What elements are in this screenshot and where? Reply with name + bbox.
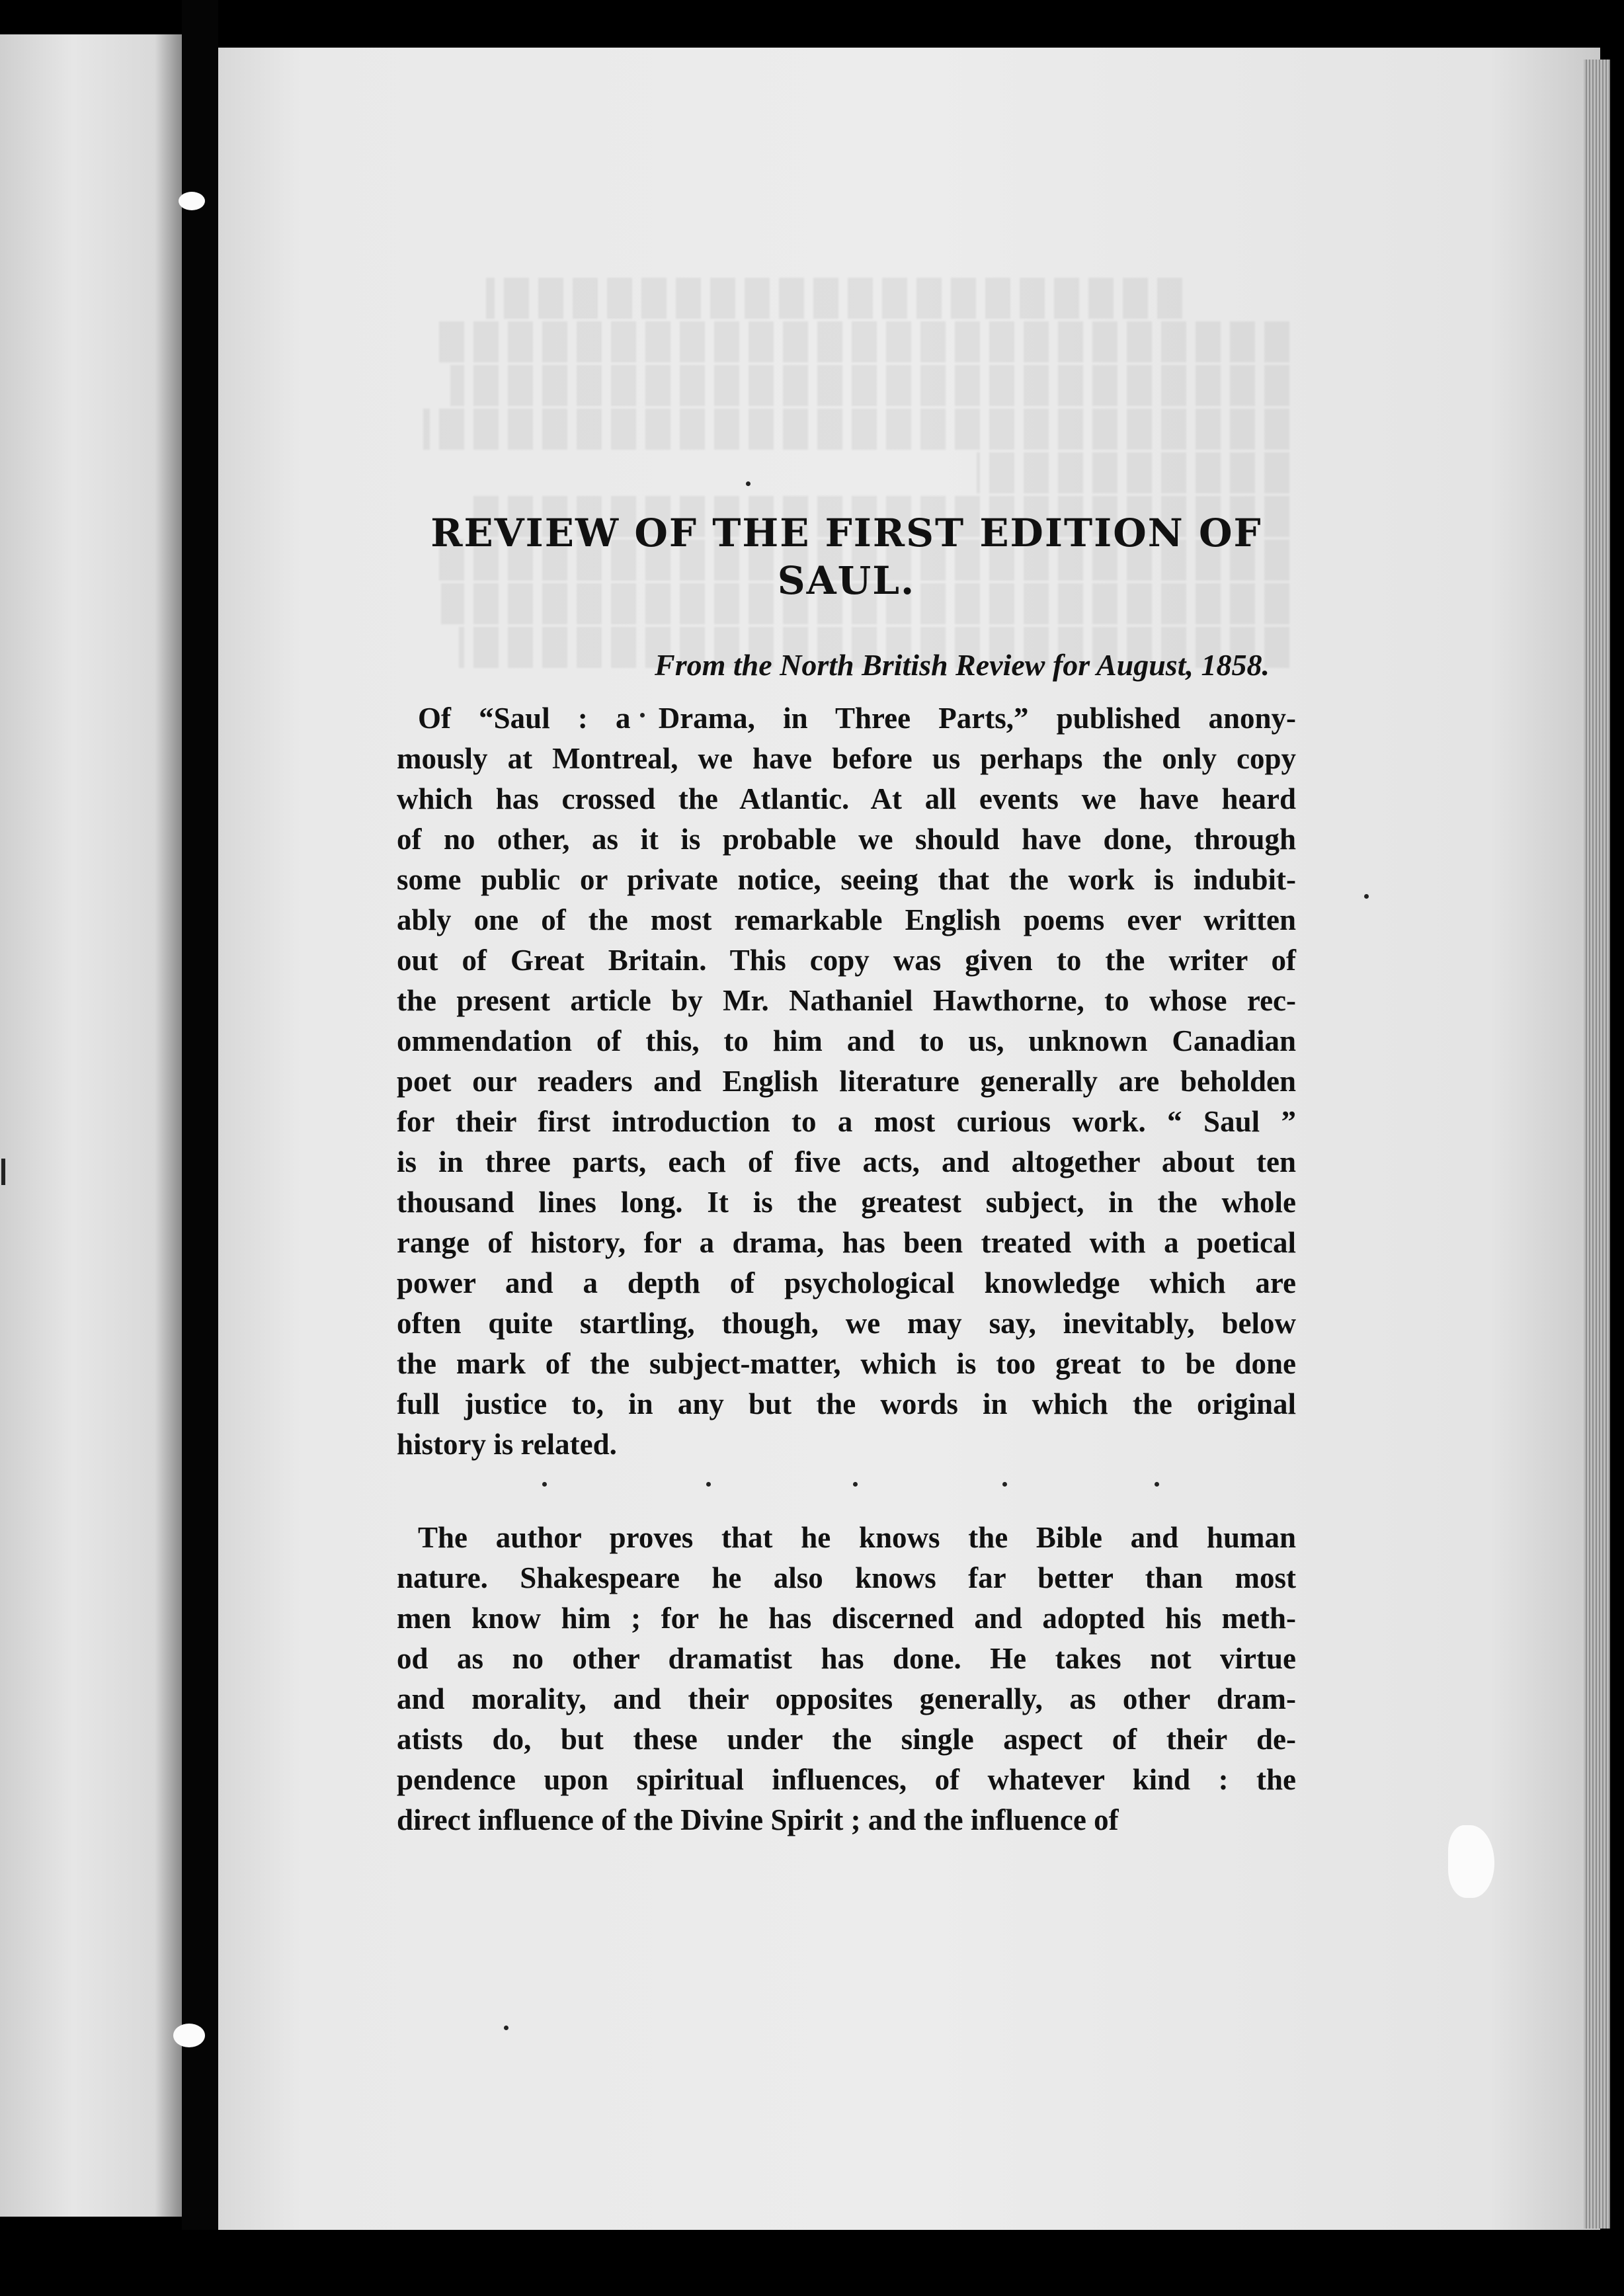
ellipsis-dot [542,1482,547,1487]
text-line: pendence upon spiritual influences, of whatever kind : the [397,1763,1296,1796]
text-line: mously at Montreal, we have before us perhaps the only copy [397,742,1296,775]
text-line: od as no other dramatist has done. He takes not virtue [397,1642,1296,1675]
title-line-1: REVIEW OF THE FIRST EDITION OF [430,511,1262,555]
text-line: the present article by Mr. Nathaniel Hawthorne, to whose rec- [397,984,1296,1017]
text-line: the mark of the subject-matter, which is too great to be done [397,1347,1296,1380]
text-line: history is related. [397,1428,617,1461]
text-line: and morality, and their opposites generally, as other dram- [397,1682,1296,1715]
ellipsis-dot [853,1482,858,1487]
ink-speck [746,481,751,486]
page-title [397,509,1296,604]
text-line: The author proves that he knows the Bible and human [418,1521,1296,1554]
page-stack-edge [1584,60,1610,2229]
text-line: out of Great Britain. This copy was given to the writer of [397,944,1296,977]
text-line: is in three parts, each of five acts, and altogether about ten [397,1145,1296,1178]
book-gutter [182,0,218,2296]
text-line: often quite startling, though, we may say, inevitably, below [397,1307,1296,1340]
text-line: some public or private notice, seeing that the work is indubit- [397,863,1296,896]
paper-blemish [1448,1825,1494,1898]
text-line: range of history, for a drama, has been treated with a poetical [397,1226,1296,1259]
facing-page-mark [1,1159,5,1185]
page-text-block [397,509,1296,1840]
text-line: atists do, but these under the single aspect of their de- [397,1723,1296,1756]
source-citation: From the North British Review for August, 1858. [655,648,1270,682]
text-line: poet our readers and English literature generally are beholden [397,1065,1296,1098]
body-paragraph-1 [397,698,1296,1465]
text-line: for their first introduction to a most curious work. “ Saul ” [397,1105,1296,1138]
ellipsis-dot [1155,1482,1159,1487]
text-line: men know him ; for he has discerned and adopted his meth- [397,1602,1296,1635]
paper-blemish [173,2024,205,2047]
title-line-2: SAUL. [777,558,916,603]
ellipsis-dot [1002,1482,1007,1487]
text-line: ably one of the most remarkable English poems ever written [397,903,1296,936]
text-line: full justice to, in any but the words in which the original [397,1387,1296,1420]
text-line: Of “Saul : a Drama, in Three Parts,” published anony- [418,702,1296,735]
text-line: of no other, as it is probable we should have done, through [397,823,1296,856]
text-line: thousand lines long. It is the greatest subject, in the whole [397,1186,1296,1219]
facing-page-edge [0,34,182,2217]
ink-speck [1364,894,1369,899]
body-paragraph-2 [397,1518,1296,1840]
scan-border [0,2230,1624,2296]
text-line: nature. Shakespeare he also knows far better than most [397,1561,1296,1594]
ellipsis-dot [706,1482,711,1487]
text-line: direct influence of the Divine Spirit ; and the influence of [397,1803,1119,1836]
text-line: which has crossed the Atlantic. At all events we have heard [397,782,1296,815]
text-line: power and a depth of psychological knowledge which are [397,1266,1296,1299]
ink-speck [504,2026,508,2030]
paper-blemish [179,192,205,210]
text-line: ommendation of this, to him and to us, unknown Canadian [397,1024,1296,1057]
